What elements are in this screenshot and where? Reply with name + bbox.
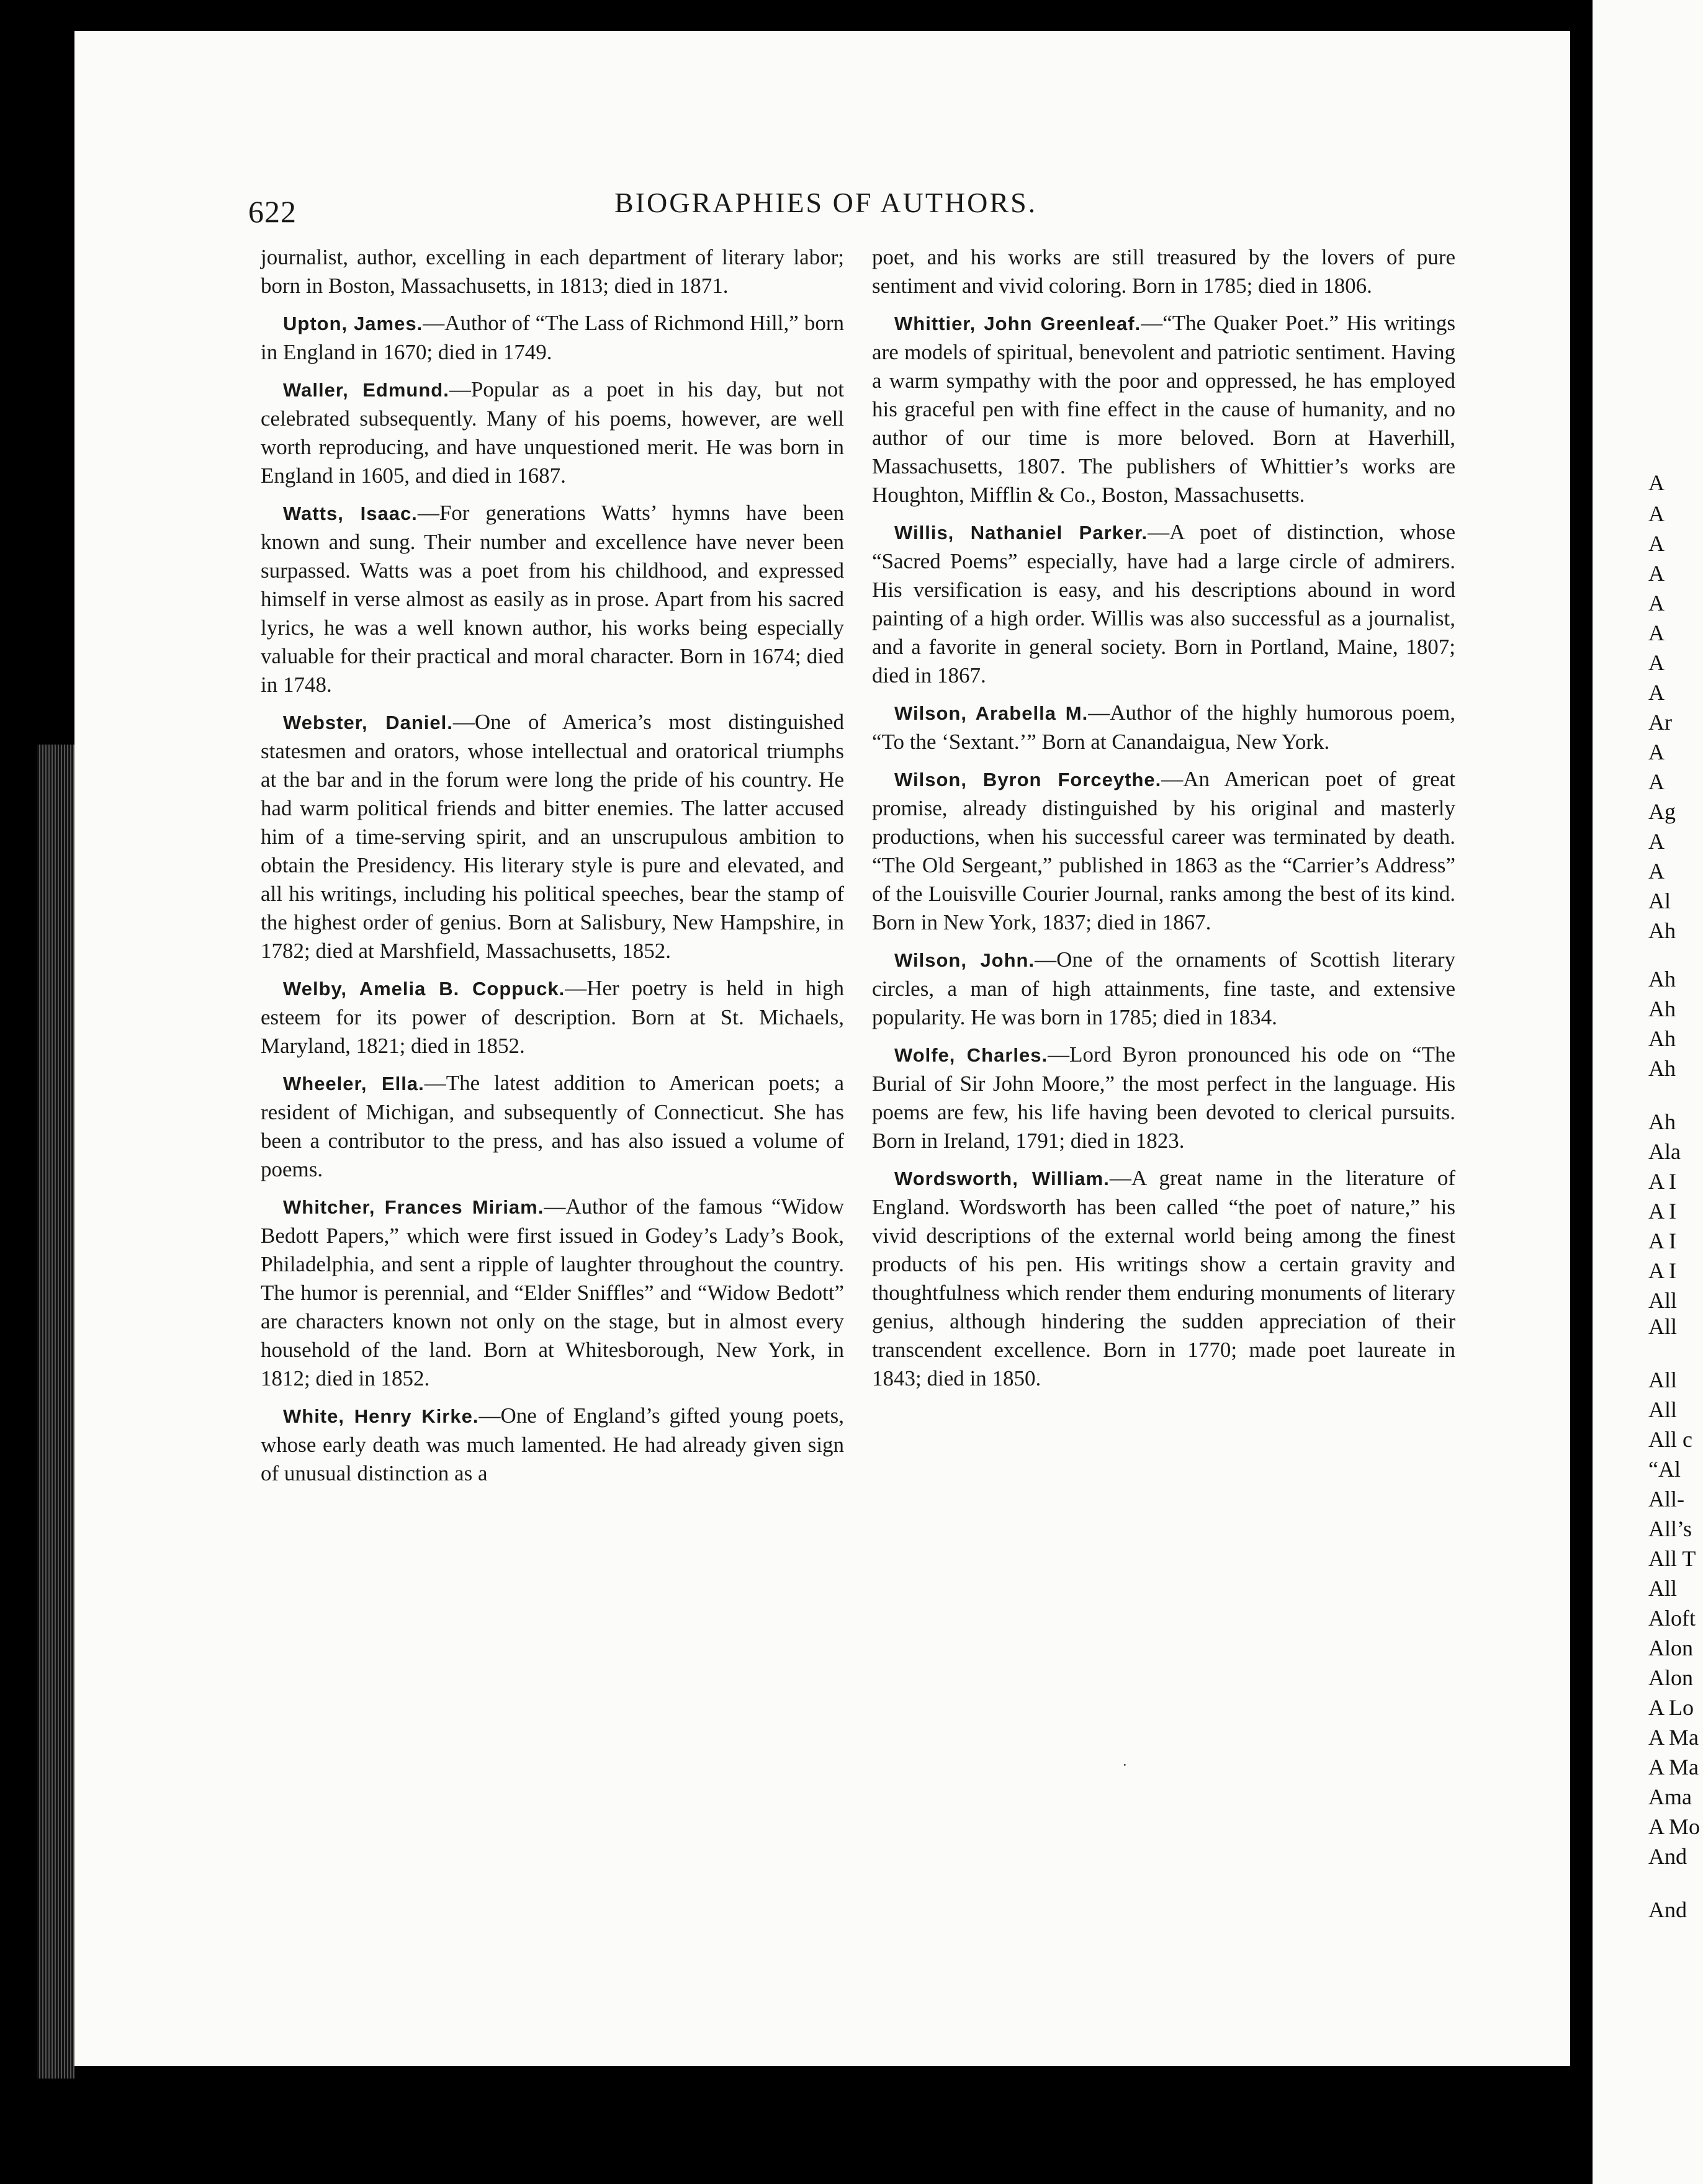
author-name: Welby, Amelia B. Coppuck. (283, 978, 565, 1000)
author-name: Wilson, Arabella M. (894, 702, 1089, 724)
biography-entry (261, 1069, 844, 1184)
entry-text: —Author of “The Lass of Richmond Hill,” born in England in 1670; died in 1749. (261, 311, 844, 364)
entry-text: —The latest addition to American poets; a resident of Michigan, and subsequently of Connecticut. She has been a contributor to the press, and has also issued a volume of poems. (261, 1071, 844, 1181)
entry-text: —One of England’s gifted young poets, whose early death was much lamented. He had already given sign of unusual distinction as a (261, 1403, 844, 1485)
adjacent-page-line: Ah (1648, 1056, 1676, 1081)
author-name: Wordsworth, William. (894, 1168, 1110, 1189)
adjacent-page-line: Ar (1648, 710, 1672, 735)
biography-entry (261, 375, 844, 490)
adjacent-page-line: All c (1648, 1427, 1692, 1452)
author-name: Wolfe, Charles. (894, 1044, 1048, 1066)
adjacent-page-line: Ala (1648, 1139, 1681, 1164)
entry-text: poet, and his works are still treasured by the lovers of pure sentiment and vivid coloring. Born in 1785; died in 1806. (872, 245, 1455, 298)
right-column (872, 243, 1455, 1402)
biography-entry (872, 765, 1455, 937)
entry-text: —“The Quaker Poet.” His writings are models of spiritual, benevolent and patriotic sentiment. Having a warm sympathy with the poor and oppressed, he has employed his graceful pen with fine effect in the cause of humanity, and no author of our time is more beloved. Born at Haverhill, Massachusetts, 1807. The publishers of Whittier’s works are Houghton, Mifflin & Co., Boston, Massachusetts. (872, 311, 1455, 507)
author-name: Wheeler, Ella. (283, 1073, 425, 1094)
biography-entry (261, 1402, 844, 1488)
adjacent-page-line: All (1648, 1288, 1678, 1313)
adjacent-page-line: Ah (1648, 1109, 1676, 1134)
biography-entry (261, 708, 844, 965)
adjacent-page-line: A (1648, 591, 1665, 615)
running-head: BIOGRAPHIES OF AUTHORS. (614, 187, 1038, 218)
author-name: Wilson, Byron Forceythe. (894, 769, 1162, 790)
adjacent-page-line: A (1648, 829, 1665, 854)
adjacent-page-line: All’s (1648, 1516, 1692, 1541)
adjacent-page-line: All (1648, 1576, 1678, 1601)
entry-text: —A great name in the literature of England. Wordsworth has been called “the poet of nature,” his vivid descriptions of the external world being among the finest products of his pen. His writings show a certain gravity and thoughtfulness which render them enduring monuments of literary genius, although hindering the sudden appreciation of their transcendent excellence. Born in 1770; made poet laureate in 1843; died in 1850. (872, 1166, 1455, 1390)
book-page-edge (37, 745, 74, 2079)
print-speck: · (1122, 1756, 1128, 1774)
adjacent-page-line: A (1648, 531, 1665, 556)
adjacent-page-line: A (1648, 650, 1665, 675)
adjacent-page-line: Ag (1648, 799, 1676, 824)
entry-text: —One of the ornaments of Scottish literary circles, a man of high attainments, fine taste, and extensive popularity. He was born in 1785; died in 1834. (872, 947, 1455, 1029)
entry-text: —One of America’s most distinguished statesmen and orators, whose intellectual and oratorical triumphs at the bar and in the forum were long the pride of his country. He had warm political friends and bitter enemies. The latter accused him of a time-serving spirit, and an unscrupulous ambition to obtain the Presidency. His literary style is pure and elevated, and all his writings, including his political speeches, bear the stamp of the highest order of genius. Born at Salisbury, New Hampshire, in 1782; died at Marshfield, Massachusetts, 1852. (261, 710, 844, 963)
adjacent-page-line: A (1648, 501, 1665, 526)
adjacent-page-line: A (1648, 769, 1665, 794)
adjacent-page-line: Al (1648, 888, 1671, 913)
continued-entry (261, 243, 844, 300)
biography-entry (261, 1193, 844, 1393)
adjacent-page-line: A I (1648, 1199, 1676, 1224)
adjacent-page-line: A I (1648, 1258, 1676, 1283)
biography-entry (261, 974, 844, 1060)
adjacent-page-line: Alon (1648, 1665, 1693, 1690)
entry-text: —Her poetry is held in high esteem for its power of description. Born at St. Michaels, Maryland, 1821; died in 1852. (261, 976, 844, 1058)
adjacent-page-line: A Lo (1648, 1695, 1694, 1720)
adjacent-page-line: A (1648, 561, 1665, 586)
author-name: Whittier, John Greenleaf. (894, 313, 1141, 334)
adjacent-page-line: A Ma (1648, 1755, 1699, 1779)
entry-text: —A poet of distinction, whose “Sacred Poems” especially, have had a large circle of admirers. His versification is easy, and his descriptions abound in word painting of a high order. Willis was also successful as a journalist, and a favorite in general society. Born in Portland, Maine, 1807; died in 1867. (872, 520, 1455, 687)
adjacent-page-line: A I (1648, 1228, 1676, 1253)
adjacent-page-line: And (1648, 1897, 1687, 1922)
adjacent-page-line: A (1648, 680, 1665, 705)
left-column (261, 243, 844, 1497)
biography-entry (261, 309, 844, 367)
biography-entry (872, 1164, 1455, 1393)
adjacent-page-line: Aloft (1648, 1606, 1696, 1631)
adjacent-page-line: A (1648, 620, 1665, 645)
adjacent-page-line: A (1648, 470, 1665, 495)
author-name: White, Henry Kirke. (283, 1405, 479, 1427)
adjacent-page-line: All T (1648, 1546, 1696, 1571)
author-name: Whitcher, Frances Miriam. (283, 1196, 544, 1218)
author-name: Upton, James. (283, 313, 423, 334)
adjacent-page-line: A Ma (1648, 1725, 1699, 1750)
entry-text: —Popular as a poet in his day, but not celebrated subsequently. Many of his poems, however, are well worth reproducing, and have unquestioned merit. He was born in England in 1605, and died in 1687. (261, 377, 844, 488)
adjacent-page-line: Ah (1648, 967, 1676, 991)
author-name: Webster, Daniel. (283, 712, 453, 733)
entry-text: —Lord Byron pronounced his ode on “The Burial of Sir John Moore,” the most perfect in the language. His poems are few, his life having been devoted to clerical pursuits. Born in Ireland, 1791; died in 1823. (872, 1042, 1455, 1153)
adjacent-page-line: All (1648, 1397, 1678, 1422)
adjacent-page-line: A I (1648, 1169, 1676, 1194)
adjacent-page-line: Ama (1648, 1784, 1692, 1809)
entry-text: —Author of the highly humorous poem, “To the ‘Sextant.’” Born at Canandaigua, New York. (872, 700, 1455, 754)
adjacent-page-line: Ah (1648, 1026, 1676, 1051)
entry-text: journalist, author, excelling in each department of literary labor; born in Boston, Massachusetts, in 1813; died in 1871. (261, 245, 844, 298)
adjacent-page-line: A (1648, 859, 1665, 884)
biography-entry (872, 699, 1455, 756)
adjacent-page-line: Ah (1648, 918, 1676, 943)
biography-entry (872, 946, 1455, 1032)
adjacent-page (1593, 0, 1703, 2184)
continued-entry (872, 243, 1455, 300)
adjacent-page-line: All (1648, 1314, 1678, 1339)
author-name: Wilson, John. (894, 949, 1035, 971)
adjacent-page-line: A Mo (1648, 1814, 1701, 1839)
entry-text: —Author of the famous “Widow Bedott Papers,” which were first issued in Godey’s Lady’s Book, Philadelphia, and sent a ripple of laughter throughout the country. The humor is perennial, and “Elder Sniffles” and “Widow Bedott” are characters known not only on the stage, but in almost every household of the land. Born at Whitesborough, New York, in 1812; died in 1852. (261, 1194, 844, 1390)
entry-text: —An American poet of great promise, already distinguished by his original and masterly productions, when his successful career was terminated by death. “The Old Sergeant,” published in 1863 as the “Carrier’s Address” of the Louisville Courier Journal, ranks among the best of its kind. Born in New York, 1837; died in 1867. (872, 767, 1455, 934)
adjacent-page-line: “Al (1648, 1457, 1681, 1482)
biography-entry (872, 1041, 1455, 1155)
entry-text: —For generations Watts’ hymns have been known and sung. Their number and excellence have never been surpassed. Watts was a poet from his childhood, and expressed himself in verse almost as easily as in prose. Apart from his sacred lyrics, he was a well known author, his works being especially valuable for their practical and moral character. Born in 1674; died in 1748. (261, 501, 844, 697)
adjacent-page-line: Alon (1648, 1636, 1693, 1660)
author-name: Willis, Nathaniel Parker. (894, 522, 1148, 544)
author-name: Watts, Isaac. (283, 503, 418, 524)
author-name: Waller, Edmund. (283, 379, 449, 401)
page-number: 622 (248, 194, 297, 229)
adjacent-page-line: A (1648, 740, 1665, 764)
biography-entry (872, 518, 1455, 690)
biography-entry (872, 309, 1455, 509)
adjacent-page-line: All- (1648, 1487, 1684, 1511)
adjacent-page-line: And (1648, 1844, 1687, 1869)
biography-entry (261, 499, 844, 699)
adjacent-page-line: All (1648, 1367, 1678, 1392)
adjacent-page-line: Ah (1648, 996, 1676, 1021)
